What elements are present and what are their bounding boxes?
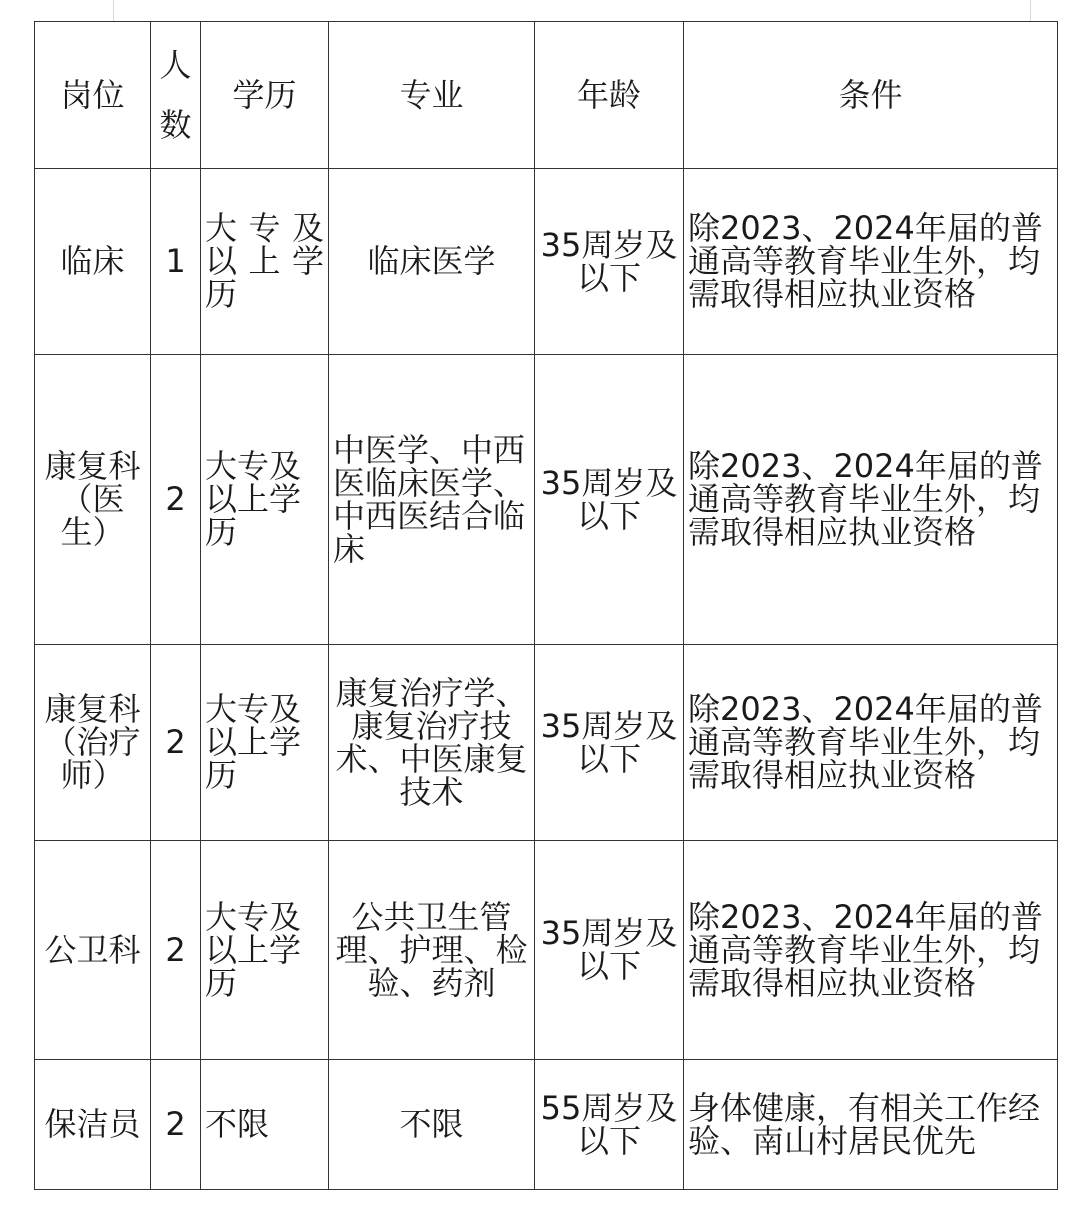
cell-major: 中医学、中西医临床医学、中西医结合临床 <box>329 355 535 645</box>
cell-position: 公卫科 <box>35 841 151 1060</box>
header-major: 专业 <box>329 22 535 169</box>
cell-count: 1 <box>151 169 201 355</box>
table-row <box>35 1060 1058 1190</box>
top-left-edge-line <box>113 0 114 22</box>
cell-count: 2 <box>151 645 201 841</box>
cell-count: 2 <box>151 1060 201 1190</box>
cell-age: 55周岁及以下 <box>535 1060 684 1190</box>
table-row <box>35 355 1058 645</box>
cell-age: 35周岁及以下 <box>535 169 684 355</box>
header-count: 人 数 <box>151 22 201 169</box>
cell-major: 公共卫生管理、护理、检验、药剂 <box>329 841 535 1060</box>
cell-age: 35周岁及以下 <box>535 355 684 645</box>
header-age: 年龄 <box>535 22 684 169</box>
cell-age: 35周岁及以下 <box>535 841 684 1060</box>
cell-education: 大专及以上学历 <box>201 355 329 645</box>
header-row <box>35 22 1058 169</box>
cell-requirement: 除2023、2024年届的普通高等教育毕业生外，均需取得相应执业资格 <box>684 645 1058 841</box>
recruitment-table <box>34 21 1058 1190</box>
cell-education: 大专及以上学历 <box>201 645 329 841</box>
cell-major: 临床医学 <box>329 169 535 355</box>
table-row <box>35 645 1058 841</box>
cell-education: 不限 <box>201 1060 329 1190</box>
cell-requirement: 除2023、2024年届的普通高等教育毕业生外，均需取得相应执业资格 <box>684 841 1058 1060</box>
cell-major: 康复治疗学、康复治疗技术、中医康复技术 <box>329 645 535 841</box>
table-row <box>35 841 1058 1060</box>
cell-major: 不限 <box>329 1060 535 1190</box>
cell-requirement: 身体健康，有相关工作经验、南山村居民优先 <box>684 1060 1058 1190</box>
header-education: 学历 <box>201 22 329 169</box>
header-position: 岗位 <box>35 22 151 169</box>
cell-education: 大 专 及 以 上 学 历 <box>201 169 329 355</box>
cell-requirement: 除2023、2024年届的普通高等教育毕业生外，均需取得相应执业资格 <box>684 355 1058 645</box>
cell-count: 2 <box>151 841 201 1060</box>
cell-position: 康复科（医生） <box>35 355 151 645</box>
cell-requirement: 除2023、2024年届的普通高等教育毕业生外，均需取得相应执业资格 <box>684 169 1058 355</box>
cell-position: 保洁员 <box>35 1060 151 1190</box>
table-row <box>35 169 1058 355</box>
header-requirement: 条件 <box>684 22 1058 169</box>
cell-education: 大专及以上学历 <box>201 841 329 1060</box>
cell-position: 临床 <box>35 169 151 355</box>
cell-count: 2 <box>151 355 201 645</box>
cell-age: 35周岁及以下 <box>535 645 684 841</box>
top-right-edge-line <box>1030 0 1031 22</box>
cell-position: 康复科（治疗师） <box>35 645 151 841</box>
